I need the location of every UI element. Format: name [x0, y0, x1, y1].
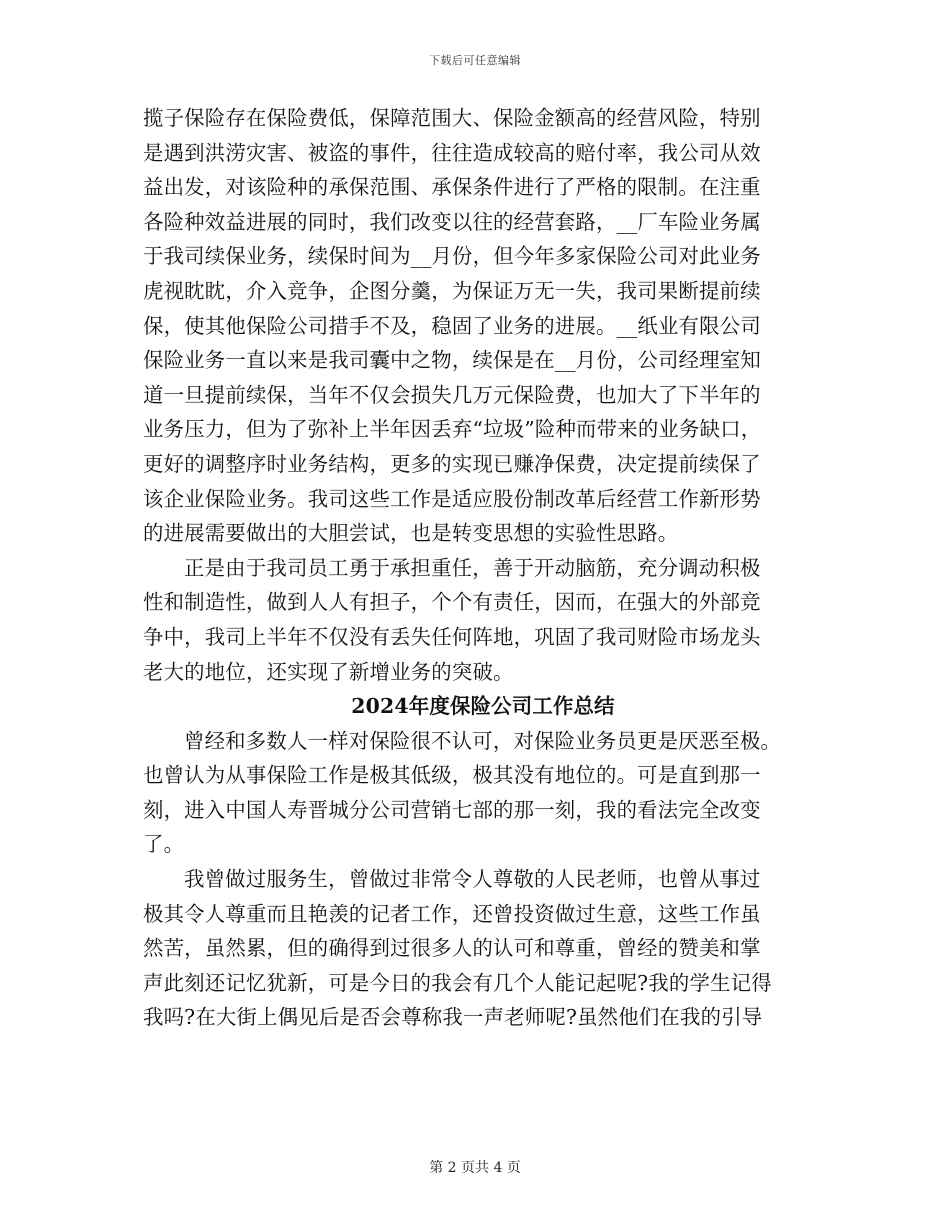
paragraph-first-line: 正是由于我司员工勇于承担重任，善于开动脑筋，充分调动积极 — [184, 555, 761, 580]
page-number: 第 2 页共 4 页 — [429, 1160, 521, 1176]
body-line: 是遇到洪涝灾害、被盗的事件，往往造成较高的赔付率，我公司从效 — [143, 140, 761, 165]
body-line: 虎视眈眈，介入竞争，企图分羹，为保证万无一失，我司果断提前续 — [143, 278, 761, 303]
body-line: 更好的调整序时业务结构，更多的实现已赚净保费，决定提前续保了 — [143, 451, 761, 476]
document-body — [143, 101, 803, 1035]
body-line: 该企业保险业务。我司这些工作是适应股份制改革后经营工作新形势 — [143, 486, 761, 511]
body-line: 我吗?在大街上偶见后是否会尊称我一声老师呢?虽然他们在我的引导 — [143, 1005, 763, 1030]
body-line: 性和制造性，做到人人有担子，个个有责任，因而，在强大的外部竞 — [143, 590, 761, 615]
body-line: 的进展需要做出的大胆尝试，也是转变思想的实验性思路。 — [143, 521, 679, 546]
body-line: 刻，进入中国人寿晋城分公司营销七部的那一刻，我的看法完全改变 — [143, 797, 761, 822]
paragraph-first-line: 曾经和多数人一样对保险很不认可，对保险业务员更是厌恶至极。 — [184, 728, 782, 753]
body-line: 保险业务一直以来是我司囊中之物，续保是在__月份，公司经理室知 — [143, 348, 761, 373]
body-line: 于我司续保业务，续保时间为__月份，但今年多家保险公司对此业务 — [143, 244, 761, 269]
body-line: 揽子保险存在保险费低，保障范围大、保险金额高的经营风险，特别 — [143, 106, 761, 130]
page-header: 下载后可任意编辑 — [429, 54, 521, 67]
body-line: 声此刻还记忆犹新，可是今日的我会有几个人能记起呢?我的学生记得 — [143, 970, 772, 995]
body-line: 争中，我司上半年不仅没有丢失任何阵地，巩固了我司财险市场龙头 — [143, 624, 761, 649]
body-line: 业务压力，但为了弥补上半年因丢弃“垃圾”险种而带来的业务缺口， — [143, 417, 762, 442]
body-line: 老大的地位，还实现了新增业务的突破。 — [143, 659, 514, 684]
body-line: 各险种效益进展的同时，我们改变以往的经营套路，__厂车险业务属 — [143, 209, 761, 234]
body-line: 了。 — [143, 832, 185, 857]
body-line: 道一旦提前续保，当年不仅会损失几万元保险费，也加大了下半年的 — [143, 382, 761, 407]
body-line: 保，使其他保险公司措手不及，稳固了业务的进展。__纸业有限公司 — [143, 313, 761, 338]
section-title: 2024年度保险公司工作总结 — [351, 694, 615, 719]
body-line: 然苦，虽然累，但的确得到过很多人的认可和尊重，曾经的赞美和掌 — [143, 936, 761, 961]
body-line: 极其令人尊重而且艳羡的记者工作，还曾投资做过生意，这些工作虽 — [143, 901, 761, 926]
body-line: 也曾认为从事保险工作是极其低级，极其没有地位的。可是直到那一 — [143, 763, 761, 788]
body-line: 益出发，对该险种的承保范围、承保条件进行了严格的限制。在注重 — [143, 175, 761, 200]
paragraph-first-line: 我曾做过服务生，曾做过非常令人尊敬的人民老师，也曾从事过 — [184, 867, 761, 892]
